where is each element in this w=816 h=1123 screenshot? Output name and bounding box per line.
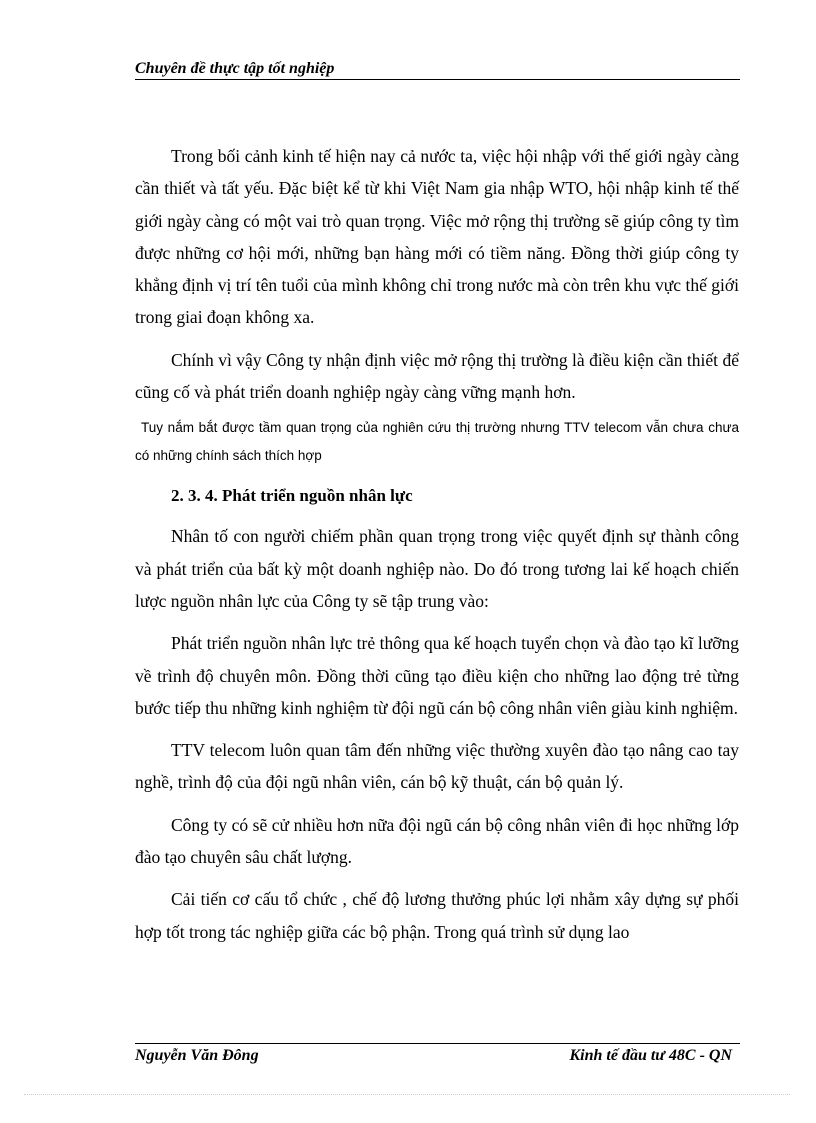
document-body bbox=[135, 140, 739, 948]
footer-divider bbox=[135, 1043, 740, 1044]
footer-author: Nguyễn Văn Đông bbox=[135, 1047, 259, 1064]
paragraph-small-note: Tuy nắm bắt được tầm quan trọng của nghiên cứu thị trường nhưng TTV telecom vẫn chưa chưa có những chính sách thích hợp bbox=[135, 420, 739, 464]
footer-class: Kinh tế đầu tư 48C - QN bbox=[569, 1047, 732, 1064]
page-bottom-dotted-line bbox=[24, 1094, 790, 1095]
header-divider bbox=[135, 79, 740, 80]
paragraph-ttv-training: TTV telecom luôn quan tâm đến những việc thường xuyên đào tạo nâng cao tay nghề, trình độ của đội ngũ nhân viên, cán bộ kỹ thuật, cán bộ quản lý. bbox=[135, 740, 739, 793]
section-number: 2. 3. 4. bbox=[171, 486, 218, 506]
paragraph-staff-courses: Công ty có sẽ cử nhiều hơn nữa đội ngũ cán bộ công nhân viên đi học những lớp đào tạo chuyên sâu chất lượng. bbox=[135, 814, 739, 868]
section-heading bbox=[135, 480, 739, 512]
page-header-title: Chuyên đề thực tập tốt nghiệp bbox=[135, 60, 335, 77]
paragraph-organization-reform: Cải tiến cơ cấu tổ chức , chế độ lương thưởng phúc lợi nhằm xây dựng sự phối hợp tốt trong tác nghiệp giữa các bộ phận. Trong quá trình sử dụng lao bbox=[135, 889, 739, 942]
paragraph-young-workforce: Phát triển nguồn nhân lực trẻ thông qua kế hoạch tuyển chọn và đào tạo kĩ lưỡng về trình độ chuyên môn. Đồng thời cũng tạo điều kiện cho những lao động trẻ từng bước tiếp thu những kinh nghiệm từ đội ngũ cán bộ công nhân viên giàu kinh nghiệm. bbox=[135, 633, 739, 718]
paragraph-market-expansion: Chính vì vậy Công ty nhận định việc mở rộng thị trường là điều kiện cần thiết để cũng cố và phát triển doanh nghiệp ngày càng vững mạnh hơn. bbox=[135, 349, 739, 403]
section-title: Phát triển nguồn nhân lực bbox=[222, 486, 413, 506]
paragraph-integration: Trong bối cảnh kinh tế hiện nay cả nước ta, việc hội nhập với thế giới ngày càng cần thiết và tất yếu. Đặc biệt kể từ khi Việt Nam gia nhập WTO, hội nhập kinh tế thế giới ngày càng có một vai trò quan trọng. Việc mở rộng thị trường sẽ giúp công ty tìm được những cơ hội mới, những bạn hàng mới có tiềm năng. Đồng thời giúp công ty khẳng định vị trí tên tuổi của mình không chỉ trong nước mà còn trên khu vực thế giới trong giai đoạn không xa. bbox=[135, 146, 739, 328]
paragraph-human-factor: Nhân tố con người chiếm phần quan trọng trong việc quyết định sự thành công và phát triển của bất kỳ một doanh nghiệp nào. Do đó trong tương lai kế hoạch chiến lược nguồn nhân lực của Công ty sẽ tập trung vào: bbox=[135, 526, 739, 611]
